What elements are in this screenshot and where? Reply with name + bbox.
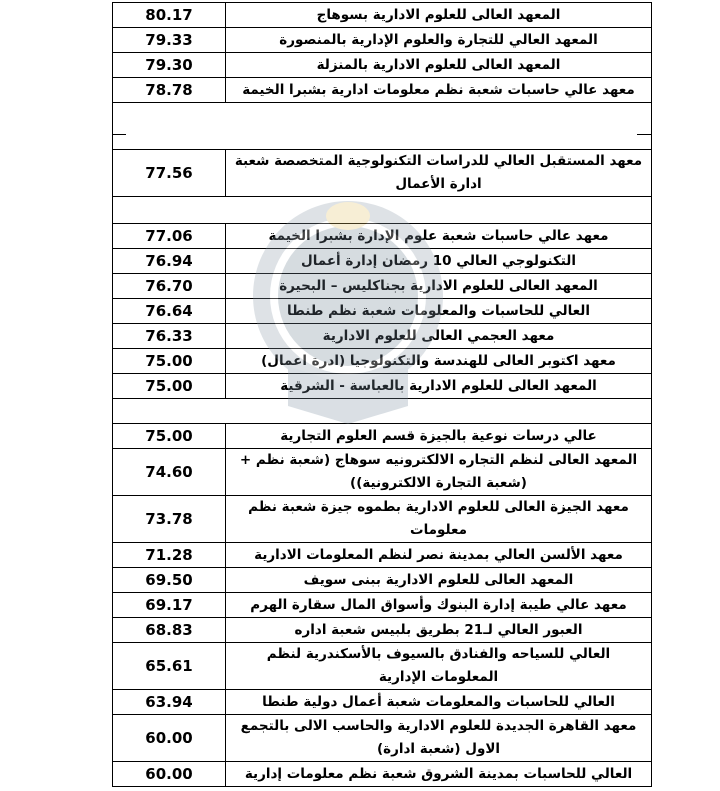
institute-name-cell: المعهد العالى للعلوم الادارية بسوهاج [226, 3, 652, 28]
score-cell: 68.83 [113, 618, 226, 643]
institute-name-cell: المعهد العالى للعلوم الادارية بالمنزلة [226, 53, 652, 78]
score-cell: 69.50 [113, 568, 226, 593]
table-gap [113, 197, 652, 224]
institute-name-cell: عالي درسات نوعية بالجيزة قسم العلوم التجارية [226, 424, 652, 449]
score-cell: 69.17 [113, 593, 226, 618]
table-row [113, 374, 652, 399]
table-row [113, 424, 652, 449]
table-row [113, 496, 652, 543]
score-cell: 75.00 [113, 349, 226, 374]
score-cell: 60.00 [113, 762, 226, 787]
table-row [113, 568, 652, 593]
score-cell: 75.00 [113, 374, 226, 399]
institute-name-cell: معهد المستقبل العالي للدراسات التكنولوجية المتخصصة شعبة ادارة الأعمال [226, 150, 652, 197]
table-row [113, 249, 652, 274]
table-row [113, 715, 652, 762]
table-row [113, 618, 652, 643]
table-block-4 [113, 424, 652, 787]
score-cell: 79.33 [113, 28, 226, 53]
table-row [113, 690, 652, 715]
institute-name-cell: العبور العالي لـ21 بطريق بلبيس شعبة اداره [226, 618, 652, 643]
table-row [113, 78, 652, 103]
institute-name-cell: المعهد العالي للتجارة والعلوم الإدارية بالمنصورة [226, 28, 652, 53]
score-cell: 63.94 [113, 690, 226, 715]
institute-name-cell: معهد الألسن العالي بمدينة نصر لنظم المعلومات الادارية [226, 543, 652, 568]
score-cell: 77.06 [113, 224, 226, 249]
score-cell: 71.28 [113, 543, 226, 568]
table-row [113, 224, 652, 249]
institute-name-cell: المعهد العالى للعلوم الادارية ببنى سويف [226, 568, 652, 593]
score-cell: 77.56 [113, 150, 226, 197]
institute-name-cell: معهد عالي طيبة إدارة البنوك وأسواق المال سقارة الهرم [226, 593, 652, 618]
score-cell: 60.00 [113, 715, 226, 762]
institute-name-cell: التكنولوجي العالي 10 رمضان إدارة أعمال [226, 249, 652, 274]
table-block-1 [113, 3, 652, 103]
institute-name-cell: المعهد العالى للعلوم الادارية بجناكليس – البحيرة [226, 274, 652, 299]
table-row [113, 150, 652, 197]
table-row [113, 349, 652, 374]
score-cell: 76.70 [113, 274, 226, 299]
table-block-2 [113, 150, 652, 197]
score-cell: 75.00 [113, 424, 226, 449]
institute-name-cell: معهد القاهرة الجديدة للعلوم الادارية والحاسب الالى بالتجمع الاول (شعبة ادارة) [226, 715, 652, 762]
score-cell: 73.78 [113, 496, 226, 543]
table-row [113, 324, 652, 349]
institute-name-cell: معهد الجيزة العالى للعلوم الادارية بطموه جيزة شعبة نظم معلومات [226, 496, 652, 543]
table-gap [113, 103, 652, 150]
score-cell: 76.33 [113, 324, 226, 349]
institute-name-cell: العالي للحاسبات والمعلومات شعبة نظم طنطا [226, 299, 652, 324]
score-cell: 79.30 [113, 53, 226, 78]
score-cell: 74.60 [113, 449, 226, 496]
score-cell: 78.78 [113, 78, 226, 103]
table-row [113, 593, 652, 618]
institute-name-cell: المعهد العالى لنظم التجاره الالكترونيه سوهاج (شعبة نظم + (شعبة التجارة الالكترونية)) [226, 449, 652, 496]
table-row [113, 28, 652, 53]
score-cell: 80.17 [113, 3, 226, 28]
table-row [113, 543, 652, 568]
institute-name-cell: معهد عالي حاسبات شعبة نظم معلومات ادارية بشبرا الخيمة [226, 78, 652, 103]
table-block-3 [113, 224, 652, 399]
empty-cell [113, 103, 652, 150]
institute-name-cell: معهد عالي حاسبات شعبة علوم الإدارة بشبرا الخيمة [226, 224, 652, 249]
table-row [113, 53, 652, 78]
institutes-score-table [112, 2, 652, 787]
score-cell: 76.64 [113, 299, 226, 324]
institute-name-cell: المعهد العالى للعلوم الادارية بالعباسة - الشرقية [226, 374, 652, 399]
empty-cell [113, 197, 652, 224]
table-gap [113, 399, 652, 424]
institute-name-cell: معهد العجمي العالى للعلوم الادارية [226, 324, 652, 349]
table-row [113, 643, 652, 690]
table-row [113, 3, 652, 28]
institute-name-cell: العالي للحاسبات بمدينة الشروق شعبة نظم معلومات إدارية [226, 762, 652, 787]
score-cell: 76.94 [113, 249, 226, 274]
institute-name-cell: معهد اكتوبر العالى للهندسة والتكنولوجيا (ادرة اعمال) [226, 349, 652, 374]
score-cell: 65.61 [113, 643, 226, 690]
table-row [113, 299, 652, 324]
table-row [113, 449, 652, 496]
table-row [113, 762, 652, 787]
institute-name-cell: العالي للحاسبات والمعلومات شعبة أعمال دولية طنطا [226, 690, 652, 715]
empty-cell [113, 399, 652, 424]
institute-name-cell: العالي للسياحه والفنادق بالسيوف بالأسكندرية لنظم المعلومات الإدارية [226, 643, 652, 690]
table-row [113, 274, 652, 299]
